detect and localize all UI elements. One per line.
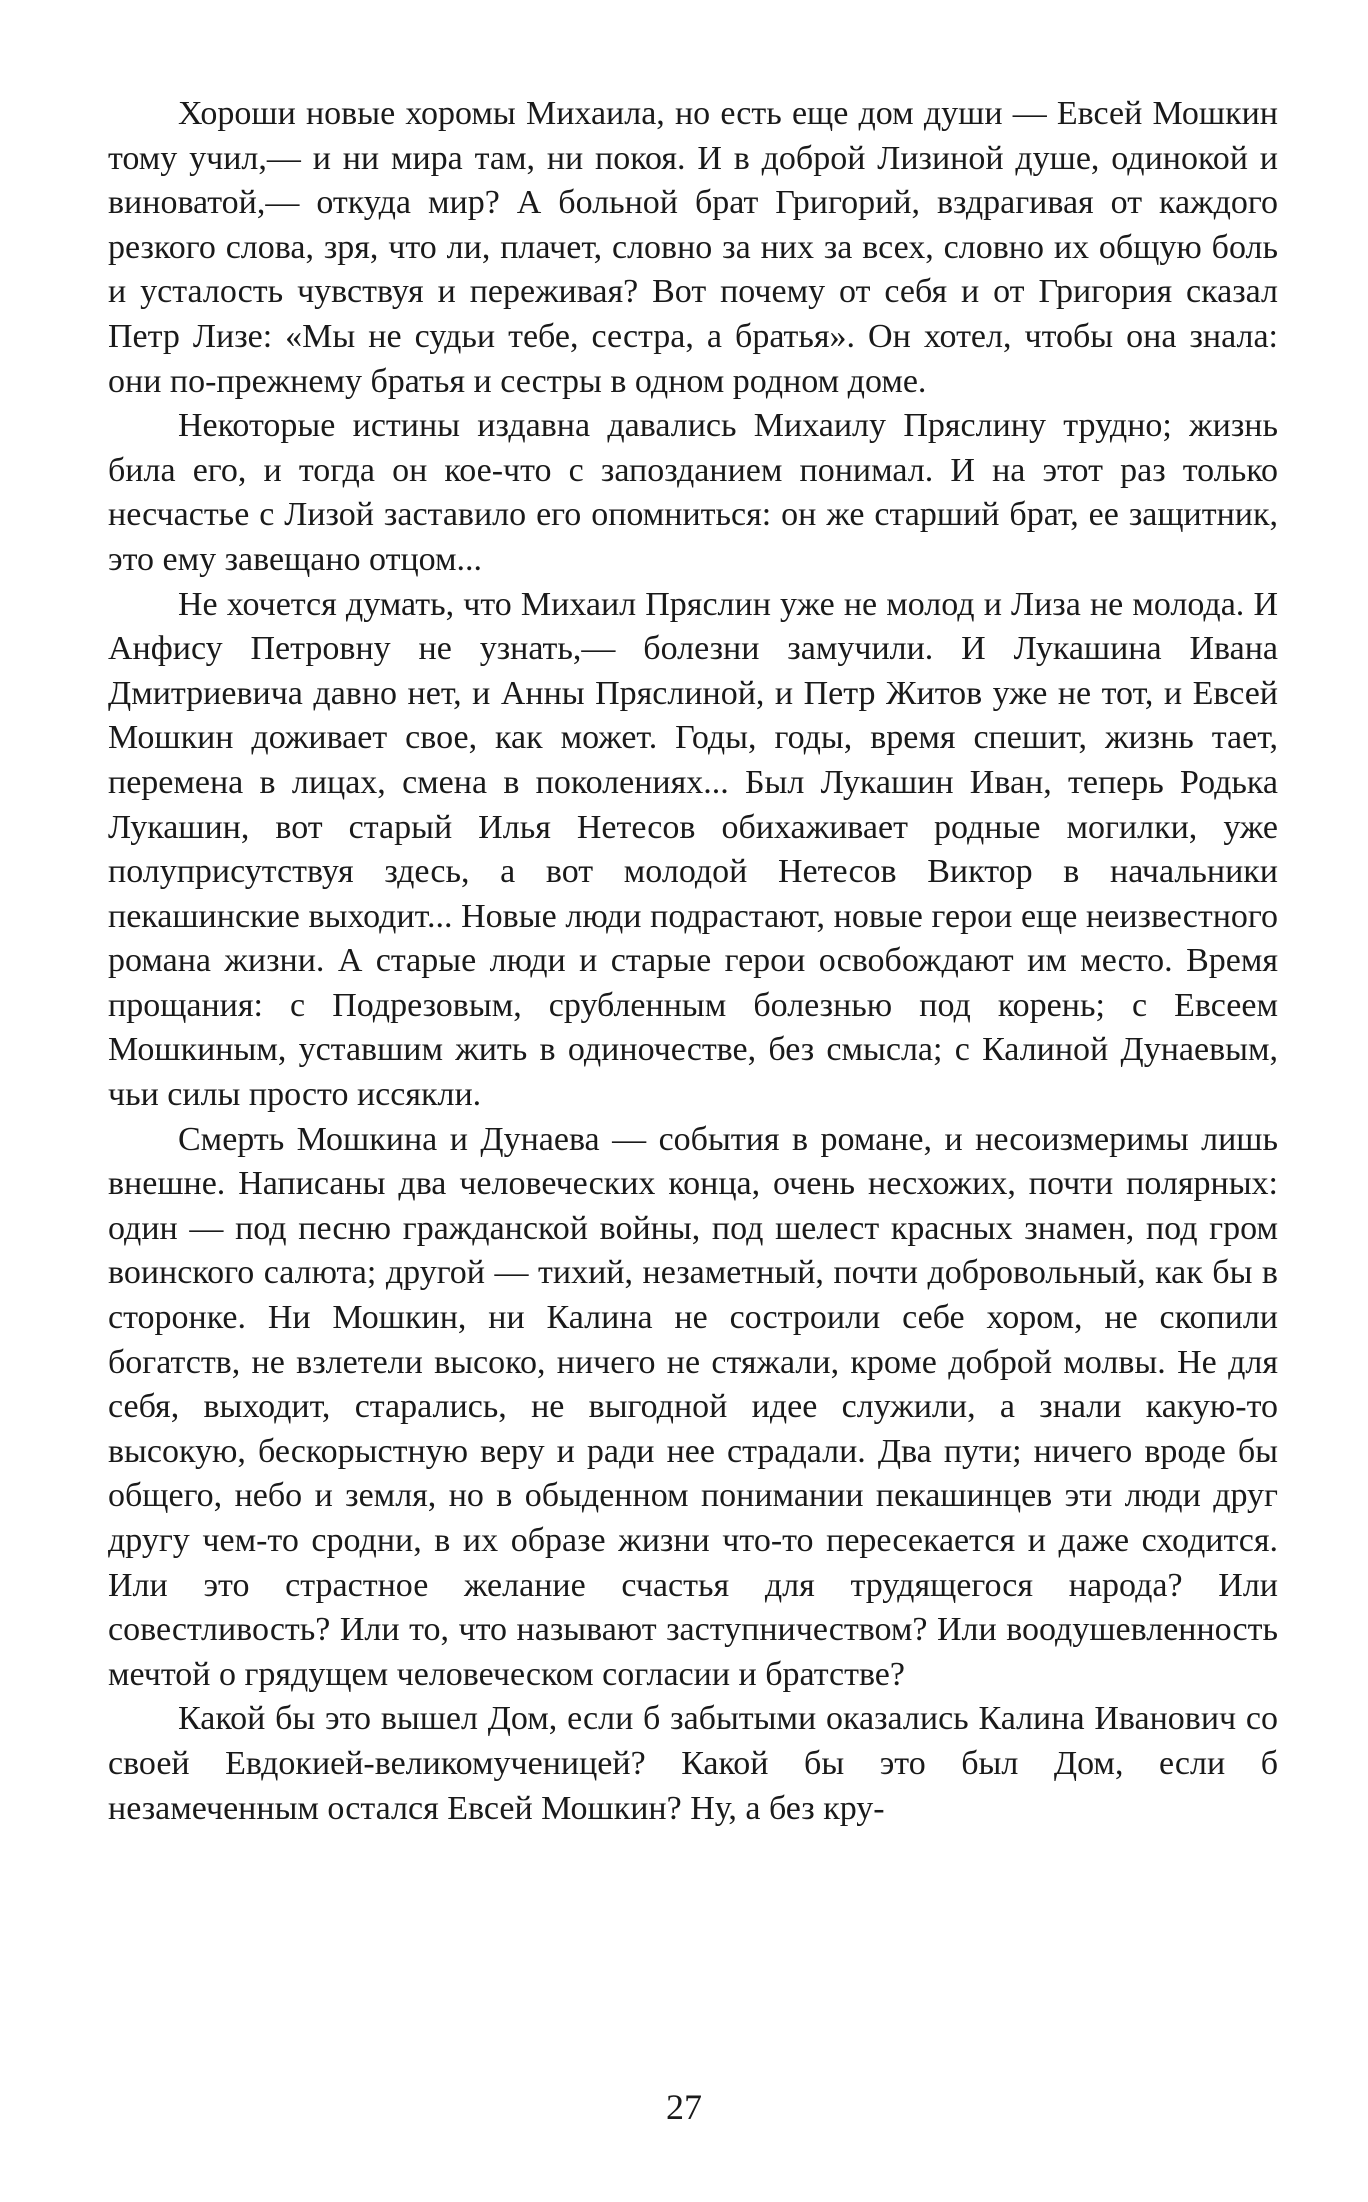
paragraph: Какой бы это вышел Дом, если б забытыми оказались Калина Иванович со своей Евдокией-великомученицей? Какой бы это был Дом, если б незамеченным остался Евсей Мошкин? Ну, а без кру- xyxy=(108,1700,1278,1827)
paragraph: Не хочется думать, что Михаил Пряслин уже не молод и Лиза не молода. И Анфису Петровну не узнать,— болезни замучили. И Лукашина Ивана Дмитриевича давно нет, и Анны Пряслиной, и Петр Житов уже не тот, и Евсей Мошкин доживает свое, как может. Годы, годы, время спешит, жизнь тает, перемена в лицах, смена в поколениях... Был Лукашин Иван, теперь Родька Лукашин, вот старый Илья Нетесов обихаживает родные могилки, уже полуприсутствуя здесь, а вот молодой Нетесов Виктор в начальники пекашинские выходит... Новые люди подрастают, новые герои еще неизвестного романа жизни. А старые люди и старые герои освобождают им место. Время прощания: с Подрезовым, срубленным болезнью под корень; с Евсеем Мошкиным, уставшим жить в одиночестве, без смысла; с Калиной Дунаевым, чьи силы просто иссякли. xyxy=(108,585,1278,1114)
page-number: 27 xyxy=(666,2087,702,2127)
paragraph: Смерть Мошкина и Дунаева — события в романе, и несоизмеримы лишь внешне. Написаны два человеческих конца, очень несхожих, почти полярных: один — под песню гражданской войны, под шелест красных знамен, под гром воинского салюта; другой — тихий, незаметный, почти добровольный, как бы в сторонке. Ни Мошкин, ни Калина не состроили себе хором, не скопили богатств, не взлетели высоко, ничего не стяжали, кроме доброй молвы. Не для себя, выходит, старались, не выгодной идее служили, а знали какую-то высокую, бескорыстную веру и ради нее страдали. Два пути; ничего вроде бы общего, небо и земля, но в обыденном понимании пекашинцев эти люди друг другу чем-то сродни, в их образе жизни что-то пересекается и даже сходится. Или это страстное желание счастья для трудящегося народа? Или совестливость? Или то, что называют заступничеством? Или воодушевленность мечтой о грядущем человеческом согласии и братстве? xyxy=(108,1120,1278,1693)
paragraph: Некоторые истины издавна давались Михаилу Пряслину трудно; жизнь била его, и тогда он кое-что с запозданием понимал. И на этот раз только несчастье с Лизой заставило его опомниться: он же старший брат, ее защитник, это ему завещано отцом... xyxy=(108,407,1278,578)
body-text xyxy=(108,92,1278,1831)
paragraph: Хороши новые хоромы Михаила, но есть еще дом души — Евсей Мошкин тому учил,— и ни мира там, ни покоя. И в доброй Лизиной душе, одинокой и виноватой,— откуда мир? А больной брат Григорий, вздрагивая от каждого резкого слова, зря, что ли, плачет, словно за них за всех, словно их общую боль и усталость чувствуя и переживая? Вот почему от себя и от Григория сказал Петр Лизе: «Мы не судьи тебе, сестра, а братья». Он хотел, чтобы она знала: они по-прежнему братья и сестры в одном родном доме. xyxy=(108,95,1278,400)
